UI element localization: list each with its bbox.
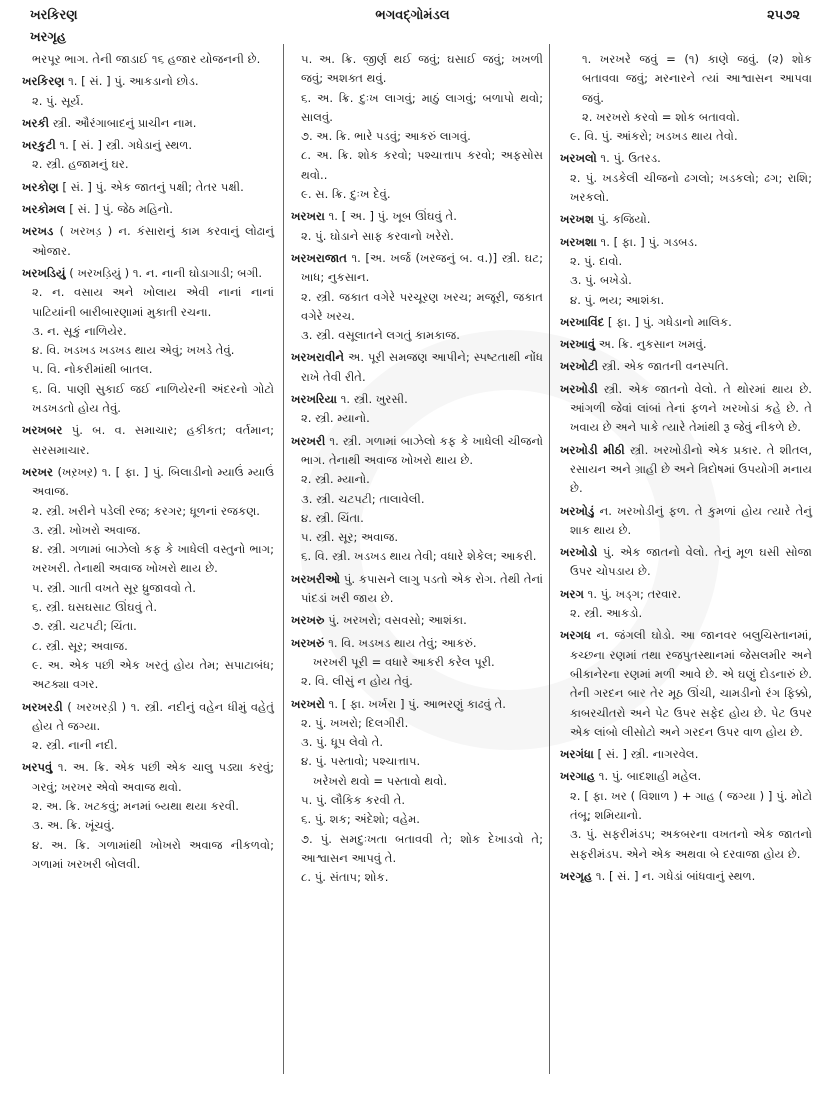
entry-sense: [22, 656, 274, 695]
definition-text: ૬. વિ. પાણી સુકાઈ જઈ નાળિયેરની અંદરનો ગોટો ખડખડતો હોય તેવું.: [32, 381, 274, 416]
column-3: [560, 50, 812, 886]
headword: ખરખલો: [560, 151, 597, 166]
entry-sense: [291, 409, 543, 428]
entry-sense: [22, 736, 274, 755]
entry-sense: [291, 89, 543, 128]
definition-text: ( ખરખડ઼ ) ન. કંસારાનું કામ કરવાનું લોઢાનું ઓજાર.: [32, 224, 274, 258]
definition-text: ૫. સ્ત્રી. ગાતી વખતે સૂર ધ્રુજાવવો તે.: [32, 580, 196, 595]
headword: ખરખબર: [22, 423, 63, 438]
definition-text: ૨. સ્ત્રી. મ્યાનો.: [301, 411, 370, 426]
dictionary-entry: [560, 335, 812, 354]
dictionary-entry: [560, 441, 812, 499]
definition-text: સ્ત્રી. ઔરંગાબાદનું પ્રાચીન નામ.: [49, 115, 197, 130]
definition-text: ( ખરખડ઼િયું ) ૧. ન. નાની ઘોડાગાડી; બગી.: [65, 265, 263, 280]
definition-text: ( ખરખરડ઼ી ) ૧. સ્ત્રી. નદીનું વહેન ધીમું વહેતું હોય તે જગ્યા.: [32, 699, 274, 733]
entry-sense: [291, 127, 543, 146]
definition-text: ૪. અ. ક્રિ. ગળામાંથી ખોખરો અવાજ નીકળવો; ગળામાં ખરખરી બોલવી.: [32, 837, 274, 871]
usage-example: [291, 653, 543, 672]
entry-sense: [291, 528, 543, 547]
definition-text: ૩. પું. સફરીમંડપ; અકબરના વખતનો એક જાતનો સફરીમંડપ. એને એક અથવા બે દરવાજા હોય છે.: [570, 827, 812, 861]
entry-sense: [560, 291, 812, 310]
dictionary-entry: [560, 313, 812, 332]
definition-text: અ. પૂરી સમજણ આપીને; સ્પષ્ટતાથી નોંધ રાખે તેવી રીતે.: [301, 350, 543, 384]
definition-text: પું. બ. વ. સમાચાર; હકીકત; વર્તમાન; સરસમાચાર.: [32, 423, 274, 457]
headword: ખરખાવિંદ: [560, 314, 605, 329]
definition-text: ૩. ન. સૂકું નાળિયેર.: [32, 323, 127, 338]
entry-sense: [291, 672, 543, 691]
definition-text: ૯. વિ. પું. આંકરો; ખડખડ થાય તેવો.: [570, 129, 738, 144]
entry-sense: [22, 637, 274, 656]
column-divider: [549, 44, 550, 1074]
entry-sense: [560, 271, 812, 290]
definition-text: ૪. પું. પસ્તાવો; પશ્ચાત્તાપ.: [301, 754, 421, 769]
headword: ખરકુટી: [22, 138, 56, 153]
entry-sense: [22, 155, 274, 174]
entry-sense: [291, 50, 543, 89]
definition-text: ૬. વિ. સ્ત્રી. ખડખડ થાય તેવી; વધારે શેકેલ; આકરી.: [301, 549, 537, 564]
entry-sense: [291, 791, 543, 810]
definition-text: ૮. સ્ત્રી. સૂર; અવાજ.: [32, 638, 128, 653]
page-title: ભગવદ્ગોમંડલ: [375, 8, 450, 23]
dictionary-entry: [291, 634, 543, 653]
definition-text: ભરપૂર ભાગ. તેની જાડાઈ ૧૬ હજાર યોજનની છે.: [32, 52, 261, 66]
dictionary-entry: [22, 114, 274, 133]
definition-text: અ. ક્રિ. નુકસાન ખમવું.: [595, 337, 707, 352]
headword: ખરખરિયા: [291, 392, 338, 407]
entry-sense: [291, 185, 543, 204]
headword: ખરખોડી: [560, 381, 598, 396]
dictionary-entry: [22, 758, 274, 797]
definition-text: ૭. સ્ત્રી. ચટપટી; ચિંતા.: [32, 619, 137, 634]
dictionary-entry: [291, 570, 543, 609]
entry-sense: [22, 380, 274, 419]
entry-sense: [22, 50, 274, 69]
headword: ખરખરાજાત: [291, 250, 347, 265]
dictionary-entry: [291, 207, 543, 226]
dictionary-entry: [560, 210, 812, 229]
headword: ખરપવું: [22, 760, 53, 775]
headword: ખરખરુ: [291, 613, 325, 628]
definition-text: ૧. પું. બાદશાહી મહેલ.: [595, 769, 702, 784]
entry-sense: [291, 547, 543, 566]
headword: ખરકી: [22, 115, 50, 130]
definition-text: ૬. અ. ક્રિ. દુઃખ લાગવું; માઠું લાગવું; બળાપો થવો; સાલવું.: [301, 90, 543, 124]
entry-sense: [22, 502, 274, 521]
dictionary-entry: [560, 357, 812, 376]
definition-text: ૫. અ. ક્રિ. જીર્ણ થઈ જવું; ઘસાઈ જવું; ખખળી જવું; અશક્ત થવું.: [301, 52, 543, 86]
headword: ખરખોટી: [560, 359, 599, 374]
headword: ખરખરા: [291, 209, 325, 224]
definition-text: ૧. પું. ઉતરડ.: [596, 151, 661, 166]
entry-sense: [22, 521, 274, 540]
definition-text: ન. જંગલી ઘોડો. આ જાનવર બલુચિસ્તાનમાં, કચ્છના રણમાં તથા રજપુતસ્થાનમાં જેસલમીર અને બીકાનેરના રણમાં મળી આવે છે. એ ઘણું દોડનારું છે. તેની ગરદન બાર તેર મૂઠ ઊંચી, ચામડીનો રંગ ફિક્કો, કાબરચીતરો અને પેટ ઉપર સફેદ હોય છે. પેટ ઉપર એક લાંબો લીસોટો અને ગરદન ઉપર વાળ હોય છે.: [570, 628, 812, 739]
definition-text: ૨. અ. ક્રિ. ખટકવું; મનમાં બ્યથા થયા કરવી.: [32, 798, 239, 813]
dictionary-entry: [291, 390, 543, 409]
definition-text: ૨. સ્ત્રી. હજામનું ઘર.: [32, 157, 129, 172]
definition-text: ૭. પું. સમદુઃખતા બતાવવી તે; શોક દેખાડવો તે; આશ્વાસન આપવું તે.: [301, 831, 543, 865]
definition-text: ૨. સ્ત્રી. આકડો.: [570, 606, 643, 621]
definition-text: [ સં. ] પું. જેઠ મહિનો.: [65, 202, 173, 217]
headword: ખરખોડું: [560, 503, 595, 518]
headword: ખરગ: [560, 586, 584, 601]
definition-text: ૯. સ. ક્રિ. દુઃખ દેવું.: [301, 187, 391, 202]
definition-text: પું. કપાસને લાગુ પડતો એક રોગ. તેથી તેનાં પાંદડાં ખરી જાય છે.: [301, 571, 543, 606]
definition-text: ૨. સ્ત્રી. મ્યાનો.: [301, 472, 370, 487]
definition-text: ૪. સ્ત્રી. ગળામાં બાઝેલો કફ કે ખાધેલી વસ્તુનો ભાગ; ખરખરી. તેનાથી અવાજ ખોખરો થાય છે.: [32, 542, 274, 576]
entry-sense: [291, 227, 543, 246]
entry-sense: [291, 470, 543, 489]
entry-sense: [22, 617, 274, 636]
dictionary-entry: [22, 698, 274, 737]
dictionary-entry: [22, 200, 274, 219]
definition-text: ૨. ન. વસાય અને ખોલાય એવી નાનાં નાનાં પાટિયાંની બારીબારણામાં મુકાતી રચના.: [32, 285, 274, 319]
definition-text: ૨. પું. ખડકેલી ચીજનો ઢગલો; ખડકલો; ઢગ; રાશિ; ખરકલો.: [570, 170, 812, 205]
definition-text: ૨. સ્ત્રી. જકાત વગેરે પરચૂરણ ખરચ; મજૂરી, જકાત વગેરે ખરચ.: [301, 289, 543, 323]
dictionary-entry: [560, 233, 812, 252]
dictionary-entry: [291, 432, 543, 471]
definition-text: ૧. [ સં. ] ન. ગધેડાં બાંધવાનું સ્થળ.: [592, 868, 756, 883]
definition-text: (ખર઼ખર઼) ૧. [ ફા. ] પું. બિલાડીનો મ્યાઉં મ્યાઉં અવાજ.: [32, 464, 274, 499]
headword: ખરખર: [22, 464, 54, 479]
dictionary-entry: [560, 380, 812, 438]
usage-example: [560, 108, 812, 127]
definition-text: ૫. પું. લૌકિક કરવી તે.: [301, 792, 406, 807]
definition-text: ૨. સ્ત્રી. ખરીને પડેલી રજ; કરગર; ધૂળનાં રજકણ.: [32, 503, 260, 518]
column-divider: [283, 44, 284, 1074]
definition-text: ૧. અ. ક્રિ. એક પછી એક ચાલુ પડ્યા કરવું; ગરવું; ખરખર એવો અવાજ થવો.: [32, 760, 274, 794]
dictionary-entry: [560, 767, 812, 786]
definition-text: સ્ત્રી. ખરખોડીનો એક પ્રકાર. તે શીતલ, રસાયન અને ગ્રાહી છે અને ત્રિદોષમાં ઉપયોગી મનાય છે.: [570, 442, 812, 496]
definition-text: ૧. સ્ત્રી. ગળામાં બાઝેલો કફ કે ખાધેલી ચીજનો ભાગ. તેનાથી અવાજ ખોખરો થાય છે.: [301, 433, 543, 467]
entry-sense: [560, 169, 812, 208]
definition-text: ૪. પું. ભય; આશંકા.: [570, 292, 665, 307]
headword: ખરખોડો: [560, 545, 598, 560]
dictionary-entry: [560, 585, 812, 604]
dictionary-entry: [560, 149, 812, 168]
dictionary-entry: [22, 421, 274, 460]
column-2: [291, 50, 543, 887]
definition-text: ૧. પું. ખડ્ગ; તરવાર.: [584, 586, 682, 601]
dictionary-entry: [22, 72, 274, 91]
entry-sense: [22, 598, 274, 617]
entry-sense: [291, 868, 543, 887]
definition-text: [ સં. ] સ્ત્રી. નાગરવેલ.: [593, 747, 699, 762]
definition-text: ન. ખરખોડીનું ફળ. તે કુમળાં હોય ત્યારે તેનું શાક થાય છે.: [570, 503, 812, 537]
definition-text: ખરેખરો થવો = પસ્તાવો થવો.: [313, 773, 448, 788]
dictionary-entry: [560, 502, 812, 541]
entry-sense: [560, 825, 812, 864]
entry-sense: [291, 830, 543, 869]
entry-sense: [22, 283, 274, 322]
headword: ખરગૃહ: [560, 868, 593, 883]
dictionary-entry: [560, 543, 812, 582]
dictionary-entry: [22, 222, 274, 261]
entry-sense: [291, 326, 543, 345]
definition-text: પું. કજિયો.: [594, 212, 651, 227]
definition-text: ૨. સ્ત્રી. નાની નદી.: [32, 738, 118, 753]
dictionary-entry: [560, 867, 812, 886]
definition-text: ૨. પું. સૂર્ય.: [32, 93, 84, 108]
dictionary-entry: [291, 348, 543, 387]
entry-sense: [22, 540, 274, 579]
definition-text: ૩. પું. બખેડો.: [570, 273, 632, 288]
definition-text: ૩. સ્ત્રી. વસૂલાતને લગતું કામકાજ.: [301, 328, 460, 343]
definition-text: ૩. સ્ત્રી. ચટપટી; તાલાવેલી.: [301, 491, 425, 506]
entry-sense: [291, 146, 543, 185]
guide-word-last: ખરગૃહ: [30, 30, 67, 45]
headword: ખરકોણ: [22, 179, 59, 194]
definition-text: ૬. સ્ત્રી. ઘસઘસાટ ઊંઘવું તે.: [32, 600, 158, 615]
headword: ખરખડિયું: [22, 265, 66, 280]
headword: ખરખરીઓ: [291, 571, 341, 586]
definition-text: ૧. [ સં. ] સ્ત્રી. ગધેડાનું સ્થળ.: [55, 138, 193, 153]
definition-text: ૨. વિ. લીસું ન હોય તેવું.: [301, 674, 413, 689]
definition-text: ૨. ખરખરો કરવો = શોક બતાવવો.: [582, 109, 740, 124]
definition-text: ૨. પું. ખખરો; દિલગીરી.: [301, 715, 409, 730]
entry-sense: [291, 288, 543, 327]
entry-sense: [22, 341, 274, 360]
headword: ખરખરડી: [22, 699, 63, 714]
definition-text: ૧. [ સં. ] પું. આકડાનો છોડ.: [64, 74, 199, 89]
entry-sense: [560, 252, 812, 271]
entry-sense: [22, 797, 274, 816]
dictionary-entry: [22, 264, 274, 283]
definition-text: સ્ત્રી. એક જાતની વનસ્પતિ.: [598, 359, 729, 374]
entry-sense: [22, 360, 274, 379]
headword: ખરકોમલ: [22, 202, 66, 217]
entry-sense: [291, 752, 543, 771]
definition-text: ૨. [ ફા. ખર ( વિશાળ ) + ગાહ ( જગ્યા ) ] પું. મોટો તંબૂ; શમિયાનો.: [570, 788, 812, 822]
entry-sense: [560, 787, 812, 826]
entry-sense: [291, 714, 543, 733]
headword: ખરકિરણ: [22, 74, 65, 89]
definition-text: ૧. સ્ત્રી. ખુરસી.: [337, 392, 408, 407]
definition-text: ૩. સ્ત્રી. ખોખરો અવાજ.: [32, 522, 141, 537]
usage-example: [560, 50, 812, 108]
entry-sense: [560, 604, 812, 623]
definition-text: ૮. અ. ક્રિ. શોક કરવો; પશ્ચાત્તાપ કરવો; અફસોસ થવો..: [301, 148, 543, 182]
headword: ખરખશ: [560, 212, 594, 227]
headword: ખરખરાવીને: [291, 350, 345, 365]
definition-text: ૫. સ્ત્રી. સૂર; અવાજ.: [301, 530, 399, 545]
headword: ખરખરી: [291, 433, 326, 448]
definition-text: ૧. [અ. ખર્જ (ખરજનું બ. વ.)] સ્ત્રી. ઘટ; ખાધ; નુકસાન.: [301, 250, 543, 285]
entry-sense: [291, 733, 543, 752]
dictionary-entry: [291, 611, 543, 630]
page-number: ૨૫૭૨: [767, 8, 800, 23]
dictionary-entry: [22, 178, 274, 197]
definition-text: પું. એક જાતનો વેલો. તેનું મૂળ ઘસી સોજા ઉપર ચોપડાય છે.: [570, 545, 812, 579]
dictionary-entry: [560, 745, 812, 764]
entry-sense: [22, 816, 274, 835]
headword: ખરખરો: [291, 696, 325, 711]
headword: ખરખડ: [22, 224, 54, 239]
headword: ખરખરું: [291, 635, 325, 650]
dictionary-entry: [22, 136, 274, 155]
headword: ખરખશા: [560, 234, 597, 249]
entry-sense: [22, 579, 274, 598]
entry-sense: [22, 836, 274, 875]
definition-text: [ ફા. ] પું. ગધેડાનો માલિક.: [604, 314, 732, 329]
dictionary-entry: [22, 463, 274, 502]
guide-word-first: ખરકિરણ: [30, 8, 78, 23]
definition-text: ૨. પું. ઘોડાને સાફ કરવાનો ખરેરો.: [301, 228, 454, 243]
dictionary-entry: [291, 695, 543, 714]
definition-text: સ્ત્રી. એક જાતનો વેલો. તે થોરમાં થાય છે. આંગળી જેવાં લાંબાં તેનાં ફળને ખરખોડાં કહે છે. તે ખવાય છે અને પાકે ત્યારે તેમાંથી રૂ જેવું નીકળે છે.: [570, 381, 812, 435]
definition-text: ૯. અ. એક પછી એક ખરતું હોય તેમ; સપાટાબંધ; અટક્યા વગર.: [32, 657, 274, 692]
entry-sense: [291, 490, 543, 509]
definition-text: ૭. અ. ક્રિ. ભારે પડવું; આકરું લાગવું.: [301, 129, 471, 144]
column-1: [22, 50, 274, 874]
entry-sense: [291, 509, 543, 528]
definition-text: ૩. અ. ક્રિ. ખૂંચવું.: [32, 818, 115, 833]
definition-text: ૬. પું. શક; અંદેશો; વહેમ.: [301, 812, 420, 827]
definition-text: ૪. સ્ત્રી. ચિંતા.: [301, 510, 364, 525]
entry-sense: [291, 810, 543, 829]
entry-sense: [560, 127, 812, 146]
dictionary-entry: [560, 626, 812, 742]
headword: ખરગાહ: [560, 769, 596, 784]
headword: ખરખાવું: [560, 337, 596, 352]
headword: ખરખોડી મીઠી: [560, 442, 625, 457]
definition-text: ૨. પું. દાવો.: [570, 253, 623, 268]
definition-text: ખરખરી પૂરી = વધારે આકરી કરેલ પૂરી.: [313, 654, 495, 669]
definition-text: ૮. પું. સંતાપ; શોક.: [301, 870, 389, 885]
definition-text: પું. ખરખરો; વસવસો; આશંકા.: [324, 613, 467, 628]
dictionary-entry: [291, 249, 543, 288]
headword: ખરગંધા: [560, 747, 594, 762]
definition-text: ૧. [ ફા. ખર્ખરા ] પું. આભરણું કાઢવું તે.: [324, 696, 506, 711]
definition-text: ૫. વિ. નોકરીમાંથી બાતલ.: [32, 362, 153, 377]
usage-example: [291, 772, 543, 791]
definition-text: ૩. પું. ધૂપ લેવો તે.: [301, 735, 384, 750]
entry-sense: [22, 322, 274, 341]
definition-text: ૧. ખરખરે જવું = (૧) કાણે જવું. (૨) શોક બતાવવા જવું; મરનારને ત્યાં આશ્વાસન આપવા જવું.: [582, 52, 812, 105]
definition-text: ૪. વિ. ખડખડ ખડખડ થાય એવું; ખખડે તેવું.: [32, 343, 235, 358]
headword: ખરગધ: [560, 628, 591, 643]
definition-text: ૧. વિ. ખડખડ થાય તેવું; આકરું.: [324, 635, 477, 650]
definition-text: [ સં. ] પું. એક જાતનું પક્ષી; તેતર પક્ષી.: [58, 179, 244, 194]
definition-text: ૧. [ અ. ] પું. ખૂબ ઊંઘવું તે.: [324, 209, 457, 224]
entry-sense: [22, 92, 274, 111]
definition-text: ૧. [ ફા. ] પું. ગડબડ.: [596, 234, 698, 249]
